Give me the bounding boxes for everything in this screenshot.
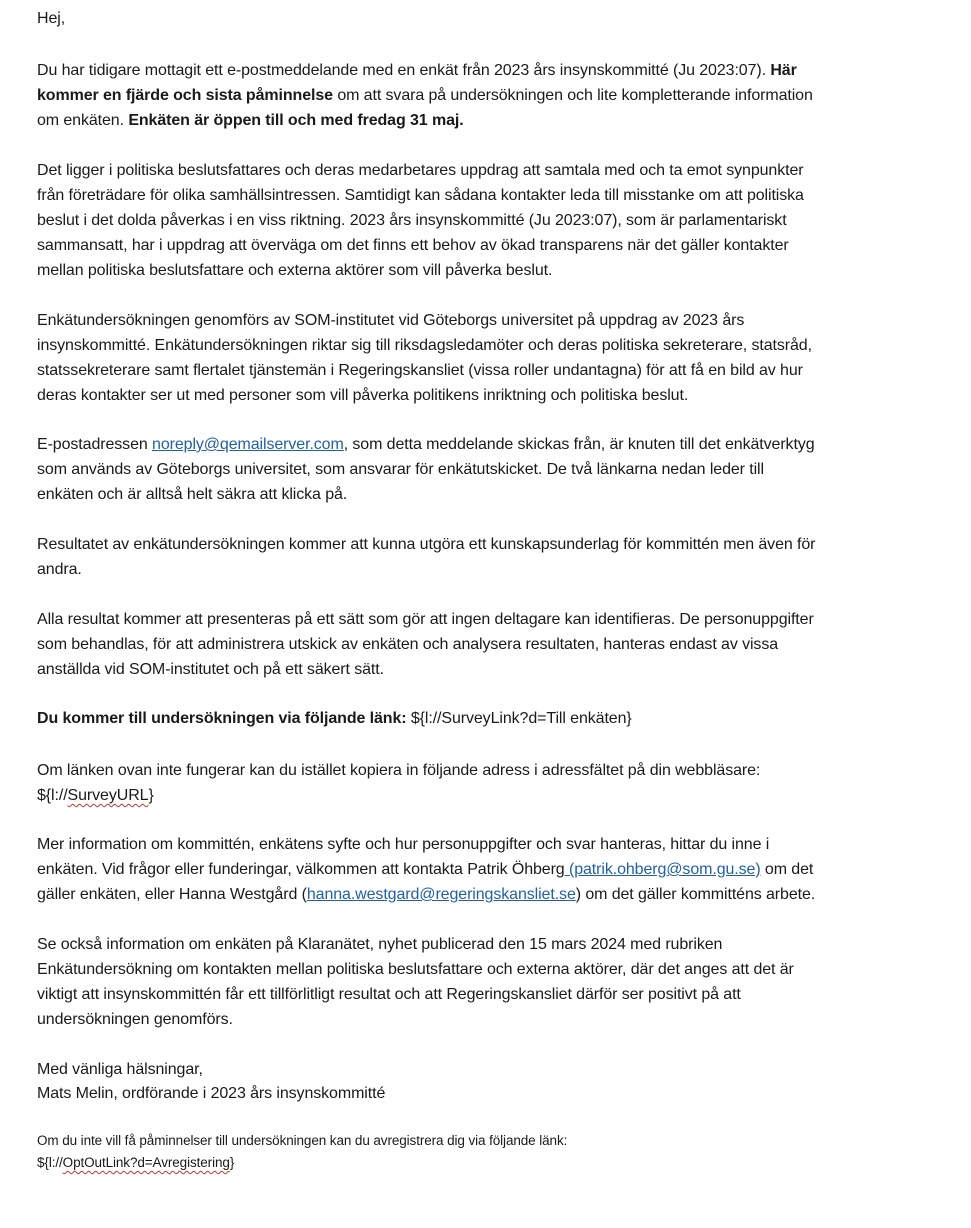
text-line — [37, 857, 813, 882]
text-line: Om länken ovan inte fungerar kan du istället kopiera in följande adress i adressfältet på din webbläsare: — [37, 762, 761, 779]
text-span: om det — [760, 861, 814, 878]
bold-text: Du kommer till undersökningen via följande länk: — [37, 710, 407, 727]
noreply-email-link[interactable]: noreply@qemailserver.com — [152, 436, 344, 453]
text-span: ${l:// — [37, 787, 68, 804]
text-span: } — [229, 1155, 235, 1170]
text-line: som används av Göteborgs universitet, som ansvarar för enkätutskicket. De två länkarna nedan leder till — [37, 461, 764, 478]
text-span: om enkäten. — [37, 112, 129, 129]
text-line: deras kontakter ser ut med personer som vill påverka politikens inriktning och politiska beslut. — [37, 387, 689, 404]
text-line — [37, 58, 797, 83]
text-line: statssekreterare samt flertalet tjänstemän i Regeringskansliet (vissa roller undantagna) för att få en bild av hur — [37, 362, 803, 379]
text-line: enkäten och är alltså helt säkra att klicka på. — [37, 486, 348, 503]
text-span: ${l:// — [37, 1155, 63, 1170]
text-line: Mer information om kommittén, enkätens syfte och hur personuppgifter och svar hanteras, hittar du inne i — [37, 836, 770, 853]
survey-link-line — [37, 706, 632, 731]
text-line: undersökningen genomförs. — [37, 1011, 233, 1028]
text-line: Det ligger i politiska beslutsfattares och deras medarbetares uppdrag att samtala med och ta emot synpunkter — [37, 162, 804, 179]
text-line — [37, 108, 464, 133]
text-line: Enkätundersökningen genomförs av SOM-institutet vid Göteborgs universitet på uppdrag av 2023 års — [37, 312, 745, 329]
text-line: Enkätundersökning om kontakten mellan politiska beslutsfattare och externa aktörer, där det anges att det är — [37, 961, 794, 978]
text-span: Du har tidigare mottagit ett e-postmeddelande med en enkät från 2023 års insynskommitté (Ju 2023:07). — [37, 62, 771, 79]
text-line: mellan politiska beslutsfattare och externa aktörer som vill påverka beslut. — [37, 262, 553, 279]
survey-link-placeholder[interactable]: ${l://SurveyLink?d=Till enkäten} — [406, 710, 632, 727]
text-line — [37, 432, 815, 457]
text-line: från företrädare för olika samhällsintressen. Samtidigt kan sådana kontakter leda till misstanke om att politiska — [37, 187, 804, 204]
text-line: insynskommitté. Enkätundersökningen riktar sig till riksdagsledamöter och deras politiska sekreterare, statsråd, — [37, 337, 812, 354]
text-span: E-postadressen — [37, 436, 153, 453]
text-line: andra. — [37, 561, 82, 578]
bold-text: Enkäten är öppen till och med fredag 31 maj. — [128, 112, 464, 129]
bold-text: Här — [770, 62, 797, 79]
opt-out-link-placeholder[interactable] — [37, 1152, 234, 1173]
text-line: viktigt att insynskommittén får ett tillförlitligt resultat och att Regeringskansliet därför ser positivt på att — [37, 986, 741, 1003]
text-line: som behandlas, för att administrera utskick av enkäten och analysera resultaten, hanteras endast av vissa — [37, 636, 779, 653]
survey-url-placeholder[interactable] — [37, 783, 154, 808]
patrik-email-link[interactable]: (patrik.ohberg@som.gu.se) — [564, 861, 761, 878]
hanna-email-link[interactable]: hanna.westgard@regeringskansliet.se — [306, 886, 576, 903]
text-line: sammansatt, har i uppdrag att överväga om det finns ett behov av ökad transparens när det gäller kontakter — [37, 237, 789, 254]
signer-line: Mats Melin, ordförande i 2023 års insynskommitté — [37, 1085, 386, 1102]
text-line: Se också information om enkäten på Klaranätet, nyhet publicerad den 15 mars 2024 med rubriken — [37, 936, 723, 953]
text-span: } — [148, 787, 154, 804]
text-line: Om du inte vill få påminnelser till undersökningen kan du avregistrera dig via följande länk: — [37, 1133, 568, 1148]
text-line — [37, 83, 813, 108]
text-span: enkäten. Vid frågor eller funderingar, välkommen att kontakta Patrik Öhberg — [37, 861, 565, 878]
text-line — [37, 882, 815, 907]
spellcheck-text: SurveyURL — [67, 787, 149, 804]
text-line: anställda vid SOM-institutet och på ett säkert sätt. — [37, 661, 384, 678]
text-span: ) om det gäller kommitténs arbete. — [575, 886, 816, 903]
text-line: Resultatet av enkätundersökningen kommer att kunna utgöra ett kunskapsunderlag för kommittén men även för — [37, 536, 816, 553]
text-span: om att svara på undersökningen och lite kompletterande information — [332, 87, 813, 104]
text-line: beslut i det dolda påverkas i en viss riktning. 2023 års insynskommitté (Ju 2023:07), som är parlamentariskt — [37, 212, 787, 229]
text-line: Alla resultat kommer att presenteras på ett sätt som gör att ingen deltagare kan identifieras. De personuppgifter — [37, 611, 814, 628]
greeting: Hej, — [37, 10, 66, 27]
text-span: , som detta meddelande skickas från, är knuten till det enkätverktyg — [343, 436, 815, 453]
bold-text: kommer en fjärde och sista påminnelse — [37, 87, 333, 104]
closing-line: Med vänliga hälsningar, — [37, 1061, 203, 1078]
spellcheck-text: OptOutLink?d=Avregistering — [62, 1155, 230, 1170]
text-span: gäller enkäten, eller Hanna Westgård ( — [37, 886, 307, 903]
